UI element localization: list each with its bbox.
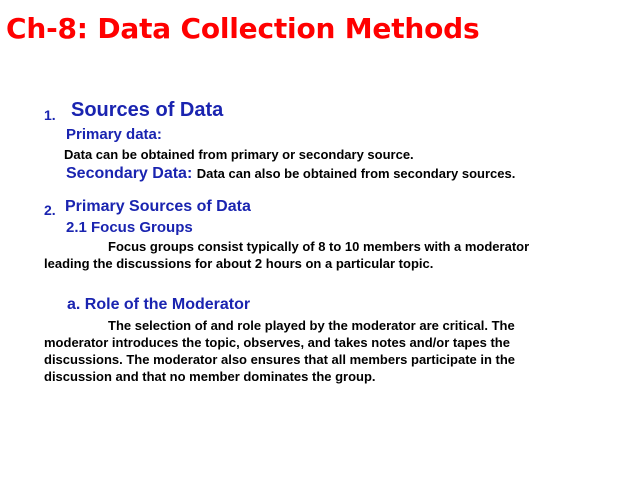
primary-data-label: Primary data:: [66, 126, 162, 143]
secondary-data-label: Secondary Data:: [66, 165, 193, 182]
moderator-heading: a. Role of the Moderator: [67, 296, 251, 313]
section2-number: 2.: [44, 202, 56, 218]
focus-groups-subheading: 2.1 Focus Groups: [66, 219, 193, 236]
focus-groups-line-2: leading the discussions for about 2 hours on a particular topic.: [44, 256, 434, 271]
moderator-line-2: moderator introduces the topic, observes, and takes notes and/or tapes the: [44, 335, 510, 350]
slide-title: Ch-8: Data Collection Methods: [6, 12, 480, 45]
focus-groups-line-1: Focus groups consist typically of 8 to 10 members with a moderator: [108, 239, 530, 254]
secondary-data-line: [66, 165, 515, 183]
moderator-line-4: discussion and that no member dominates the group.: [44, 369, 376, 384]
section1-heading: Sources of Data: [71, 99, 224, 121]
section1-number: 1.: [44, 107, 56, 123]
section2-heading: Primary Sources of Data: [65, 198, 251, 215]
moderator-line-3: discussions. The moderator also ensures that all members participate in the: [44, 352, 516, 367]
secondary-data-text: Data can also be obtained from secondary sources.: [196, 166, 516, 181]
moderator-line-1: The selection of and role played by the moderator are critical. The: [108, 318, 515, 333]
primary-data-text: Data can be obtained from primary or secondary source.: [64, 147, 414, 162]
